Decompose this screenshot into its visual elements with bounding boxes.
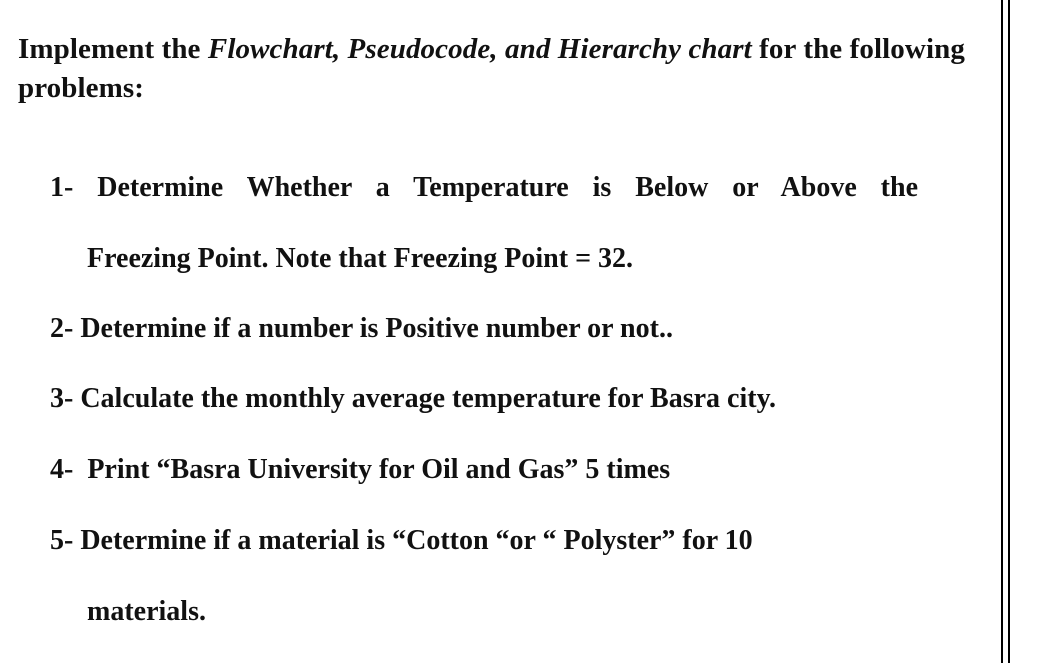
problem-3-text: Calculate the monthly average temperature for Basra city.	[80, 383, 777, 414]
problem-item-1	[50, 170, 918, 206]
problem-5-number: 5-	[50, 525, 81, 556]
problem-2-number: 2-	[50, 313, 81, 344]
problem-1-text: Determine Whether a Temperature is Below or Above the	[97, 172, 918, 203]
problem-1-text-continued: Freezing Point. Note that Freezing Point = 32.	[87, 243, 634, 274]
instruction-text-start: Implement the	[18, 33, 208, 65]
problem-5-text: Determine if a material is “Cotton “or “ Polyster” for 10	[80, 525, 753, 556]
problem-item-2	[50, 311, 673, 347]
problem-3-number: 3-	[50, 383, 81, 414]
instruction-heading	[18, 30, 978, 108]
problem-item-3	[50, 381, 776, 417]
problem-5-text-continued: materials.	[87, 596, 206, 627]
page-border-outer	[1001, 0, 1003, 663]
instruction-text-end: for the following problems:	[18, 33, 965, 104]
instruction-highlight: Flowchart, Pseudocode, and Hierarchy chart	[207, 33, 752, 65]
problem-4-text: Print “Basra University for Oil and Gas” 5 times	[87, 454, 671, 485]
problem-4-number: 4-	[50, 454, 88, 485]
problem-item-4	[50, 452, 670, 488]
page-border-inner	[1008, 0, 1010, 663]
problem-item-5	[50, 523, 753, 559]
problem-2-text: Determine if a number is Positive number or not..	[80, 313, 673, 344]
problem-1-line1-wrap	[50, 170, 918, 206]
problem-1-number: 1-	[50, 172, 98, 203]
